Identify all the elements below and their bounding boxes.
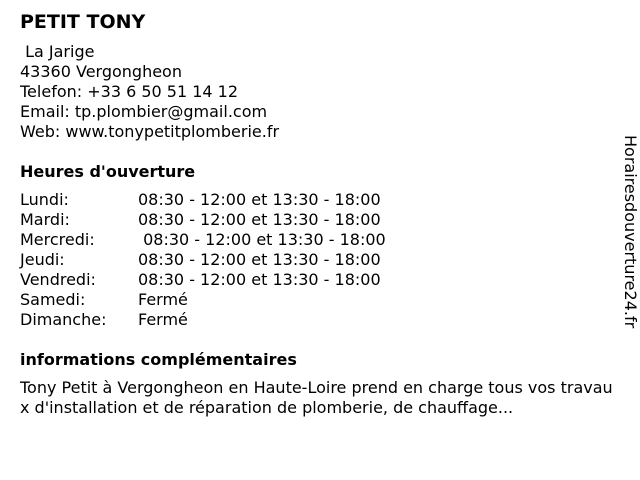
hours-row-mardi <box>20 210 610 230</box>
day-label: Mercredi: <box>20 230 95 249</box>
address-street: La Jarige <box>20 42 95 61</box>
hours-row-samedi <box>20 290 610 310</box>
phone-line: Telefon: +33 6 50 51 14 12 <box>20 82 239 101</box>
time-value: 08:30 - 12:00 et 13:30 - 18:00 <box>138 250 381 269</box>
time-value: 08:30 - 12:00 et 13:30 - 18:00 <box>138 210 381 229</box>
day-label: Samedi: <box>20 290 86 309</box>
business-name: PETIT TONY <box>20 11 146 33</box>
email-line: Email: tp.plombier@gmail.com <box>20 102 268 121</box>
time-value: Fermé <box>138 310 188 329</box>
day-label: Jeudi: <box>20 250 65 269</box>
day-label: Mardi: <box>20 210 70 229</box>
day-label: Vendredi: <box>20 270 96 289</box>
business-card <box>20 10 613 418</box>
hours-row-dimanche <box>20 310 610 330</box>
time-value: 08:30 - 12:00 et 13:30 - 18:00 <box>138 230 386 249</box>
info-description: Tony Petit à Vergongheon en Haute-Loire prend en charge tous vos travaux d'installation et de réparation de plomberie, de chauffage... <box>20 378 613 417</box>
time-value: 08:30 - 12:00 et 13:30 - 18:00 <box>138 270 381 289</box>
info-heading: informations complémentaires <box>20 350 297 369</box>
address-city: 43360 Vergongheon <box>20 62 182 81</box>
time-value: 08:30 - 12:00 et 13:30 - 18:00 <box>138 190 381 209</box>
hours-table <box>20 190 610 330</box>
hours-row-jeudi <box>20 250 610 270</box>
day-label: Dimanche: <box>20 310 107 329</box>
web-line: Web: www.tonypetitplomberie.fr <box>20 122 280 141</box>
day-label: Lundi: <box>20 190 69 209</box>
hours-row-mercredi <box>20 230 610 250</box>
time-value: Fermé <box>138 290 188 309</box>
hours-heading: Heures d'ouverture <box>20 162 196 181</box>
address-block <box>20 42 610 142</box>
site-brand-vertical: Horairesdouverture24.fr <box>621 135 640 329</box>
hours-row-lundi <box>20 190 610 210</box>
hours-row-vendredi <box>20 270 610 290</box>
